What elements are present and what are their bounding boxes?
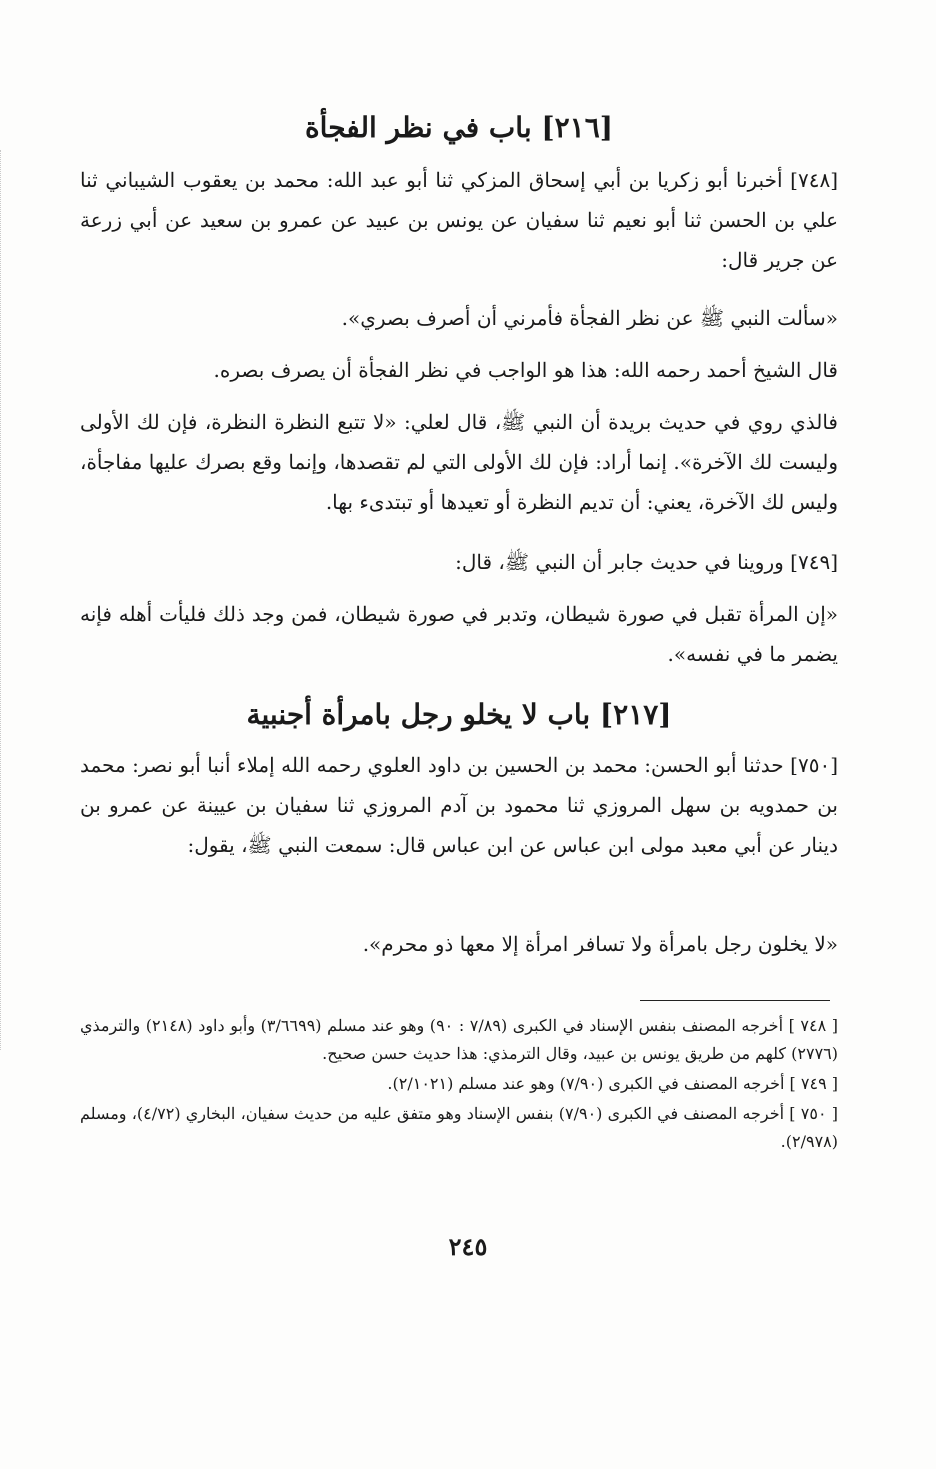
chapter-heading-216: [٢١٦] باب في نظر الفجأة xyxy=(305,111,613,144)
hadith-750-text: «لا يخلون رجل بامرأة ولا تسافر امرأة إلا معها ذو محرم». xyxy=(362,932,838,956)
hadith-748-chain: [٧٤٨] أخبرنا أبو زكريا بن أبي إسحاق المزكي ثنا أبو عبد الله: محمد بن يعقوب الشيباني ثنا علي بن الحسن ثنا أبو نعيم ثنا سفيان عن يونس بن عبيد عن عمرو بن سعيد عن أبي زرعة عن جرير قال: xyxy=(80,168,838,272)
chapter-heading-217: [٢١٧] باب لا يخلو رجل بامرأة أجنبية xyxy=(246,698,672,731)
hadith-750-chain: [٧٥٠] حدثنا أبو الحسن: محمد بن الحسين بن داود العلوي رحمه الله إملاء أنبا أبو نصر: محمد بن حمدويه بن سهل المروزي ثنا محمود بن آدم المروزي ثنا سفيان بن عيينة عن عمرو بن دينار عن أبي معبد مولى ابن عباس عن ابن عباس قال: سمعت النبي ﷺ، يقول: xyxy=(80,753,838,857)
footnote-749: [ ٧٤٩ ] أخرجه المصنف في الكبرى (٧/٩٠) وهو عند مسلم (٢/١٠٢١). xyxy=(387,1074,838,1093)
hadith-749-text: «إن المرأة تقبل في صورة شيطان، وتدبر في صورة شيطان، فمن وجد ذلك فليأت أهله فإنه يضمر ما في نفسه». xyxy=(80,602,838,666)
footnote-750: [ ٧٥٠ ] أخرجه المصنف في الكبرى (٧/٩٠) بنفس الإسناد وهو متفق عليه من حديث سفيان، البخاري (٤/٧٢)، ومسلم (٢/٩٧٨). xyxy=(80,1104,839,1151)
footnotes xyxy=(80,1012,838,1158)
hadith-748-text: «سألت النبي ﷺ عن نظر الفجأة فأمرني أن أصرف بصري». xyxy=(341,306,838,330)
scan-edge-mark xyxy=(0,150,5,1050)
hadith-748-explanation: فالذي روي في حديث بريدة أن النبي ﷺ، قال لعلي: «لا تتبع النظرة النظرة، فإن لك الأولى وليست لك الآخرة». إنما أراد: فإن لك الأولى التي لم تقصدها، وإنما وقع بصرك عليها مفاجأة، وليس لك الآخرة، يعني: أن تديم النظرة أو تعيدها أو تبتدىء بها. xyxy=(80,410,838,514)
footnote-divider xyxy=(640,1000,830,1001)
footnote-748: [ ٧٤٨ ] أخرجه المصنف بنفس الإسناد في الكبرى (٧/٨٩ : ٩٠) وهو عند مسلم (٣/٦٦٩٩) وأبو داود (٢١٤٨) والترمذي (٢٧٧٦) كلهم من طريق يونس بن عبيد، وقال الترمذي: هذا حديث حسن صحيح. xyxy=(80,1016,839,1063)
hadith-749-chain: [٧٤٩] وروينا في حديث جابر أن النبي ﷺ، قال: xyxy=(455,550,838,574)
page-number: ٢٤٥ xyxy=(448,1232,488,1261)
hadith-748-commentary: قال الشيخ أحمد رحمه الله: هذا هو الواجب في نظر الفجأة أن يصرف بصره. xyxy=(213,358,838,382)
